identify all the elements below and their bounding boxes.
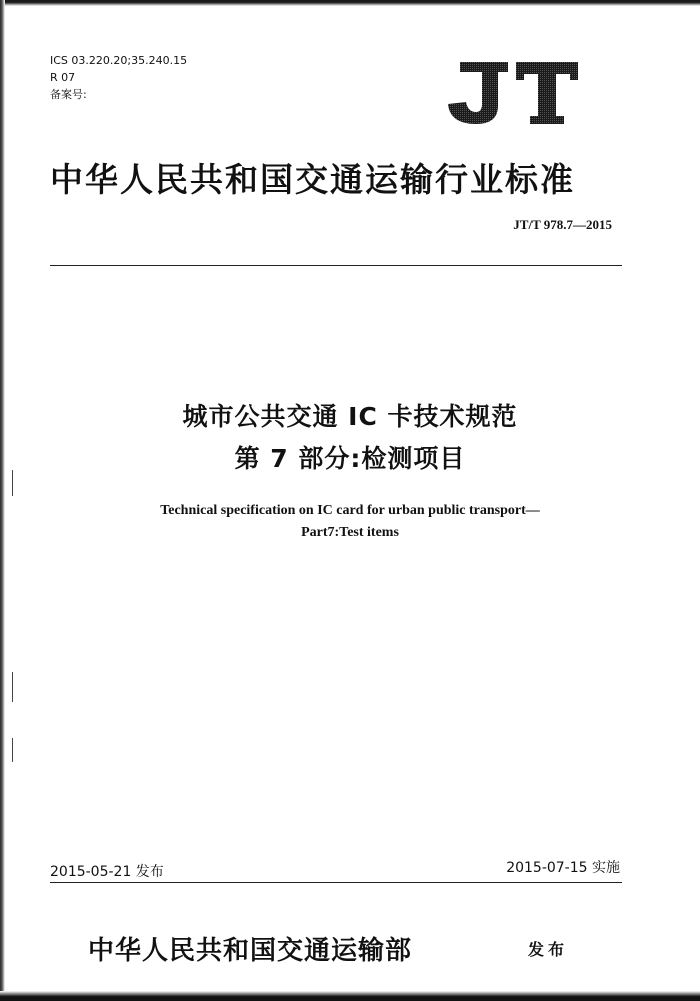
title-en-line-1: Technical specification on IC card for urban public transport— (160, 503, 540, 518)
publisher-name: 中华人民共和国交通运输部 (88, 936, 413, 966)
issuing-industry-title: 中华人民共和国交通运输行业标准 (50, 160, 575, 199)
title-cn-line-1: 城市公共交通 IC 卡技术规范 (182, 402, 518, 431)
jt-logo (446, 60, 580, 126)
divider-top (50, 265, 622, 266)
margin-mark (12, 738, 13, 762)
implementation-date: 2015-07-15 实施 (506, 860, 620, 876)
standard-title-english (0, 500, 700, 544)
standard-title-chinese (0, 396, 700, 480)
title-en-line-2: Part7:Test items (301, 525, 399, 540)
title-cn-line-2: 第 7 部分:检测项目 (234, 444, 466, 473)
standard-number: JT/T 978.7—2015 (513, 217, 612, 232)
classification-code: R 07 (50, 71, 76, 84)
scan-edge-top (0, 0, 700, 6)
ics-code: ICS 03.220.20;35.240.15 (50, 54, 188, 67)
publish-label: 发布 (528, 940, 569, 959)
margin-mark (12, 672, 13, 702)
header-metadata (50, 52, 187, 103)
record-number-label: 备案号: (50, 88, 87, 101)
scan-edge-bottom (0, 991, 700, 1001)
divider-bottom (50, 882, 622, 883)
issue-date: 2015-05-21 发布 (50, 864, 164, 880)
